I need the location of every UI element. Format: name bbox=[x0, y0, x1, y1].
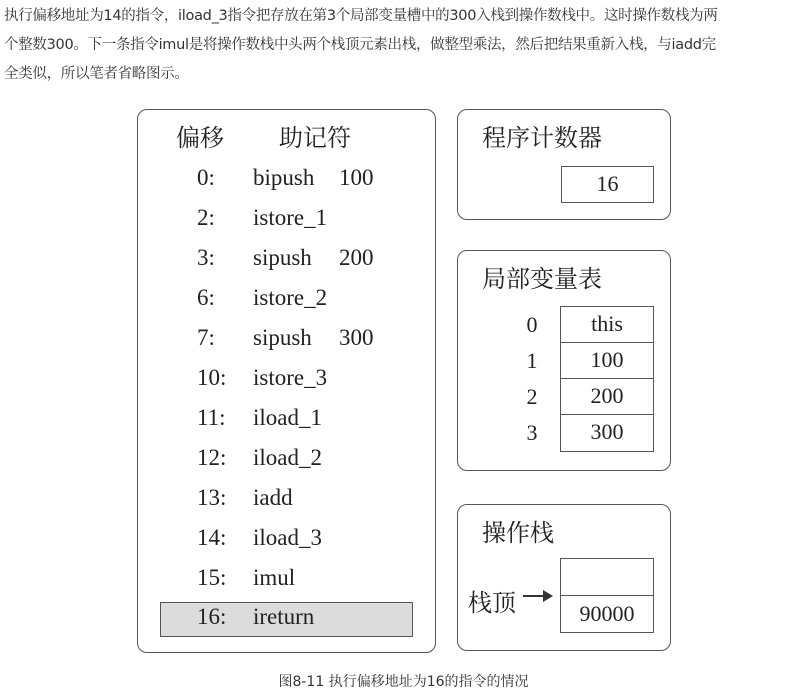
slot-value: 300 bbox=[560, 414, 654, 452]
instruction-offset: 15: bbox=[197, 565, 227, 590]
paragraph-line: 个整数300。下一条指令imul是将操作数栈中头两个栈顶元素出栈，做整型乘法，然后把结果重新入栈，与iadd完 bbox=[4, 37, 716, 53]
instruction-mnemonic: sipush bbox=[253, 325, 312, 350]
figure-caption: 图8-11 执行偏移地址为16的指令的情况 bbox=[278, 674, 529, 690]
instruction-row bbox=[138, 203, 435, 239]
instruction-offset: 16: bbox=[197, 604, 227, 629]
slot-index: 3 bbox=[526, 420, 538, 445]
instruction-argument: 100 bbox=[339, 165, 374, 190]
offset-header: 偏移 bbox=[176, 126, 224, 152]
instruction-row bbox=[138, 443, 435, 479]
instruction-row bbox=[138, 323, 435, 359]
instruction-offset: 10: bbox=[197, 365, 227, 390]
slot-value: this bbox=[560, 306, 654, 344]
instruction-offset: 0: bbox=[197, 165, 215, 190]
instruction-mnemonic: iload_3 bbox=[253, 525, 322, 550]
stack-top-label: 栈顶 bbox=[468, 591, 516, 617]
bytecode-panel bbox=[137, 109, 436, 653]
stack-slot: 90000 bbox=[560, 595, 654, 633]
intro-paragraph bbox=[4, 2, 804, 89]
instruction-mnemonic: iload_1 bbox=[253, 405, 322, 430]
instruction-mnemonic: istore_1 bbox=[253, 205, 328, 230]
instruction-mnemonic: imul bbox=[253, 565, 296, 590]
instruction-argument: 200 bbox=[339, 245, 374, 270]
program-counter-panel bbox=[457, 109, 671, 220]
instruction-row bbox=[138, 563, 435, 599]
instruction-mnemonic: sipush bbox=[253, 245, 312, 270]
slot-index: 1 bbox=[526, 348, 538, 373]
paragraph-line: 执行偏移地址为14的指令，iload_3指令把存放在第3个局部变量槽中的300入栈到操作数栈中。这时操作数栈为两 bbox=[4, 8, 718, 24]
operand-stack-panel bbox=[457, 504, 671, 651]
instruction-mnemonic: bipush bbox=[253, 165, 315, 190]
instruction-row bbox=[138, 363, 435, 399]
instruction-row bbox=[138, 243, 435, 279]
instruction-row bbox=[138, 483, 435, 519]
local-variable-table-panel bbox=[457, 250, 671, 471]
instruction-offset: 11: bbox=[197, 405, 226, 430]
instruction-mnemonic: ireturn bbox=[253, 604, 315, 629]
instruction-row bbox=[138, 523, 435, 559]
instruction-row bbox=[138, 163, 435, 199]
instruction-row bbox=[138, 403, 435, 439]
operand-stack-title: 操作栈 bbox=[482, 521, 554, 547]
instruction-mnemonic: iload_2 bbox=[253, 445, 322, 470]
instruction-offset: 7: bbox=[197, 325, 215, 350]
instruction-row bbox=[138, 283, 435, 319]
instruction-offset: 13: bbox=[197, 485, 227, 510]
instruction-offset: 12: bbox=[197, 445, 227, 470]
slot-value: 200 bbox=[560, 378, 654, 416]
paragraph-line: 全类似，所以笔者省略图示。 bbox=[4, 66, 189, 82]
slot-value: 100 bbox=[560, 342, 654, 380]
stack-slot bbox=[560, 558, 654, 597]
program-counter-value: 16 bbox=[561, 166, 654, 203]
local-variable-table-title: 局部变量表 bbox=[482, 267, 602, 293]
instruction-offset: 2: bbox=[197, 205, 215, 230]
current-instruction-row bbox=[160, 602, 413, 637]
slot-index: 2 bbox=[526, 384, 538, 409]
instruction-mnemonic: istore_2 bbox=[253, 285, 328, 310]
right-arrow-icon bbox=[523, 595, 549, 597]
instruction-mnemonic: istore_3 bbox=[253, 365, 328, 390]
instruction-mnemonic: iadd bbox=[253, 485, 293, 510]
instruction-offset: 6: bbox=[197, 285, 215, 310]
program-counter-title: 程序计数器 bbox=[482, 126, 602, 152]
slot-index: 0 bbox=[526, 312, 538, 337]
instruction-argument: 300 bbox=[339, 325, 374, 350]
instruction-offset: 3: bbox=[197, 245, 215, 270]
mnemonic-header: 助记符 bbox=[279, 126, 351, 152]
instruction-offset: 14: bbox=[197, 525, 227, 550]
